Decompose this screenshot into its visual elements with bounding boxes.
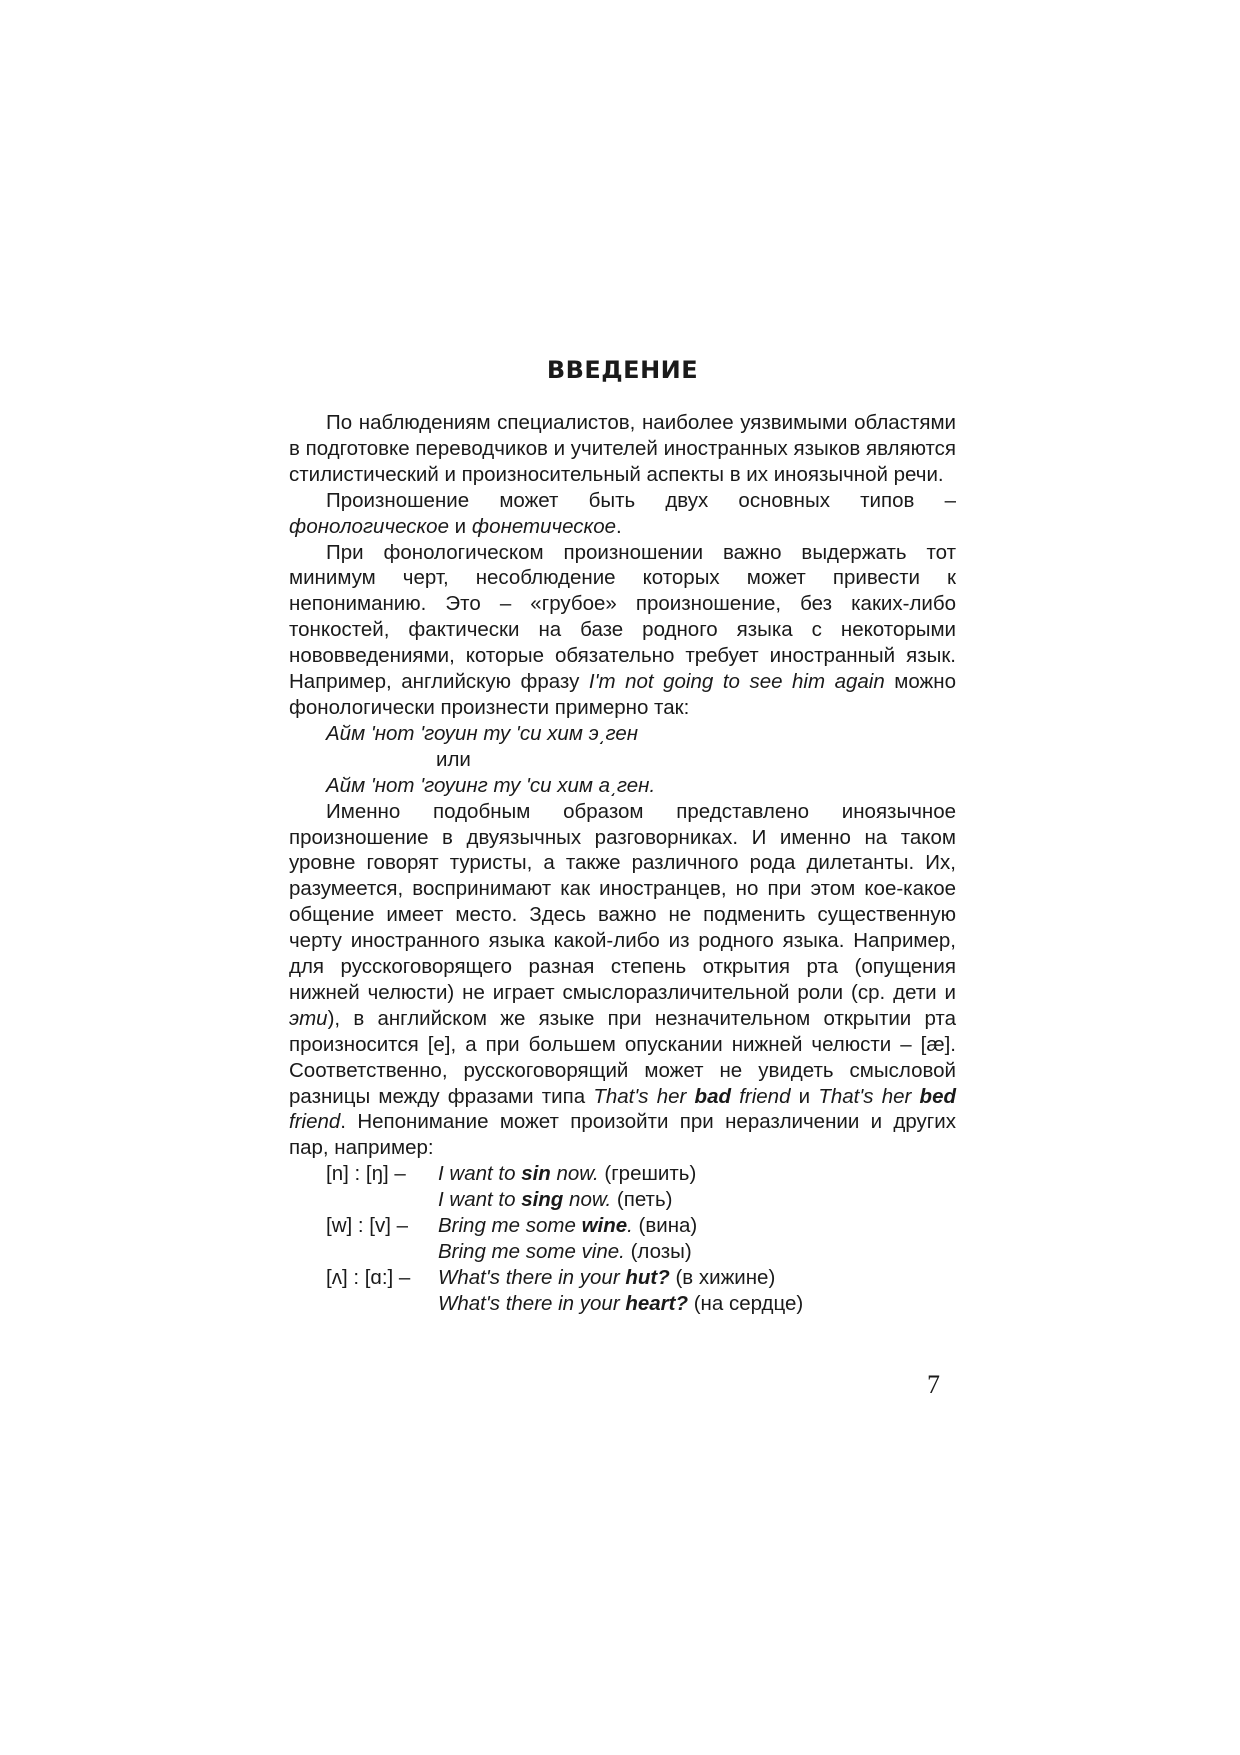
paragraph-2 xyxy=(289,488,956,540)
example-gloss: (в хижине) xyxy=(669,1265,776,1289)
example-bold: sing xyxy=(521,1188,564,1212)
paragraph-3 xyxy=(289,540,956,721)
pair-example xyxy=(438,1187,956,1213)
pair-label-empty xyxy=(289,1239,438,1265)
pair-label: [ʌ] : [ɑ:] – xyxy=(326,1265,411,1289)
paragraph-4-text-2: ), в английском же языке при незначительном открытии рта произносится [e], а при большем опускании нижней челюсти – [æ]. Соответственно, русскоговорящий может не увидеть смысловой разницы между фразами типа xyxy=(289,1006,956,1108)
minimal-pairs-list xyxy=(289,1161,956,1316)
phrase-2-end: friend xyxy=(289,1110,341,1134)
example-gloss: (петь) xyxy=(611,1188,673,1212)
pair-row xyxy=(289,1291,956,1317)
example-post: . xyxy=(619,1240,625,1263)
pair-example xyxy=(438,1265,956,1291)
pair-example xyxy=(438,1291,956,1317)
example-phrase: I'm not going to see him again xyxy=(588,670,885,694)
pair-row xyxy=(289,1213,956,1239)
example-pre: Bring me some xyxy=(438,1214,582,1238)
example-gloss: (на сердце) xyxy=(688,1291,804,1315)
transcription-2: Айм 'нот 'гоуинг ту 'си хим а͵ген. xyxy=(326,773,656,797)
pair-label: [n] : [ŋ] – xyxy=(326,1162,406,1186)
paragraph-4-text-3: . Непонимание может произойти при неразличении и других пар, например: xyxy=(289,1110,956,1160)
example-gloss: (вина) xyxy=(632,1214,698,1238)
word-eti: эти xyxy=(289,1006,328,1030)
pair-row xyxy=(289,1187,956,1213)
page-number: 7 xyxy=(927,1370,940,1399)
example-bold: heart? xyxy=(625,1291,689,1315)
page-content xyxy=(289,355,956,1317)
example-bold: wine xyxy=(581,1214,628,1238)
example-bold: sin xyxy=(521,1162,551,1186)
paragraph-3-end: можно фонологически произнести примерно так: xyxy=(289,670,956,719)
pair-example xyxy=(438,1239,956,1265)
paragraph-2-text: Произношение может быть двух основных типов – xyxy=(326,488,956,512)
phrase-1-start: That's her xyxy=(593,1084,695,1108)
example-pre: What's there in your xyxy=(438,1265,626,1289)
pair-example xyxy=(438,1213,956,1239)
pair-row xyxy=(289,1265,956,1291)
paragraph-2-end: . xyxy=(616,514,622,538)
paragraph-2-and: и xyxy=(448,514,472,538)
example-post: now. xyxy=(563,1188,612,1212)
example-pre: I want to xyxy=(438,1188,522,1212)
example-post: now. xyxy=(550,1162,599,1186)
term-phonetic: фонетическое xyxy=(471,514,617,538)
example-pre: Bring me some vine xyxy=(438,1240,620,1263)
or-word: или xyxy=(436,747,471,771)
phrase-1-bold: bad xyxy=(694,1084,731,1108)
example-post: . xyxy=(627,1214,633,1238)
paragraph-3-text: При фонологическом произношении важно выдержать тот минимум черт, несоблюдение которых может привести к непониманию. Это – «грубое» произношение, без каких-либо тонкостей, фактически на базе родного языка с некоторыми нововведениями, которые обязательно требует иностранный язык. Например, английскую фразу xyxy=(289,540,956,694)
phrase-2-bold: bed xyxy=(919,1084,956,1108)
example-pre: What's there in your xyxy=(438,1291,626,1315)
phrase-1-end: friend xyxy=(731,1084,791,1108)
example-gloss: (грешить) xyxy=(598,1162,697,1186)
phrase-bad-friend xyxy=(593,1085,790,1108)
paragraph-4 xyxy=(289,799,956,1162)
pair-label: [w] : [v] – xyxy=(326,1214,409,1238)
paragraph-4-text-1: Именно подобным образом представлено иноязычное произношение в двуязычных разговорниках. И именно на таком уровне говорят туристы, а также различного рода дилетанты. Их, разумеется, воспринимают как иностранцев, но при этом кое-какое общение имеет место. Здесь важно не подменить существенную черту иностранного языка какой-либо из родного языка. Например, для русскоговорящего разная степень открытия рта (опущения нижней челюсти) не играет смыслоразличительной роли (ср. дети и xyxy=(289,799,956,1004)
term-phonological: фонологическое xyxy=(289,514,449,538)
paragraph-4-and: и xyxy=(790,1084,819,1108)
chapter-title: ВВЕДЕНИЕ xyxy=(546,356,699,384)
example-bold: hut? xyxy=(625,1265,670,1289)
example-gloss: (лозы) xyxy=(624,1240,692,1263)
pair-row xyxy=(289,1161,956,1187)
pair-example xyxy=(438,1161,956,1187)
paragraph-1: По наблюдениям специалистов, наиболее уязвимыми областями в подготовке переводчиков и учителей иностранных языков являются стилистический и произносительный аспекты в их иноязычной речи. xyxy=(289,411,956,486)
pair-label-empty xyxy=(289,1187,438,1213)
pair-row xyxy=(289,1239,956,1265)
example-pre: I want to xyxy=(438,1162,522,1186)
transcription-1: Айм 'нот 'гоуин ту 'си хим э͵ген xyxy=(326,721,639,745)
pair-label-empty xyxy=(289,1291,438,1317)
phrase-2-start: That's her xyxy=(818,1084,920,1108)
